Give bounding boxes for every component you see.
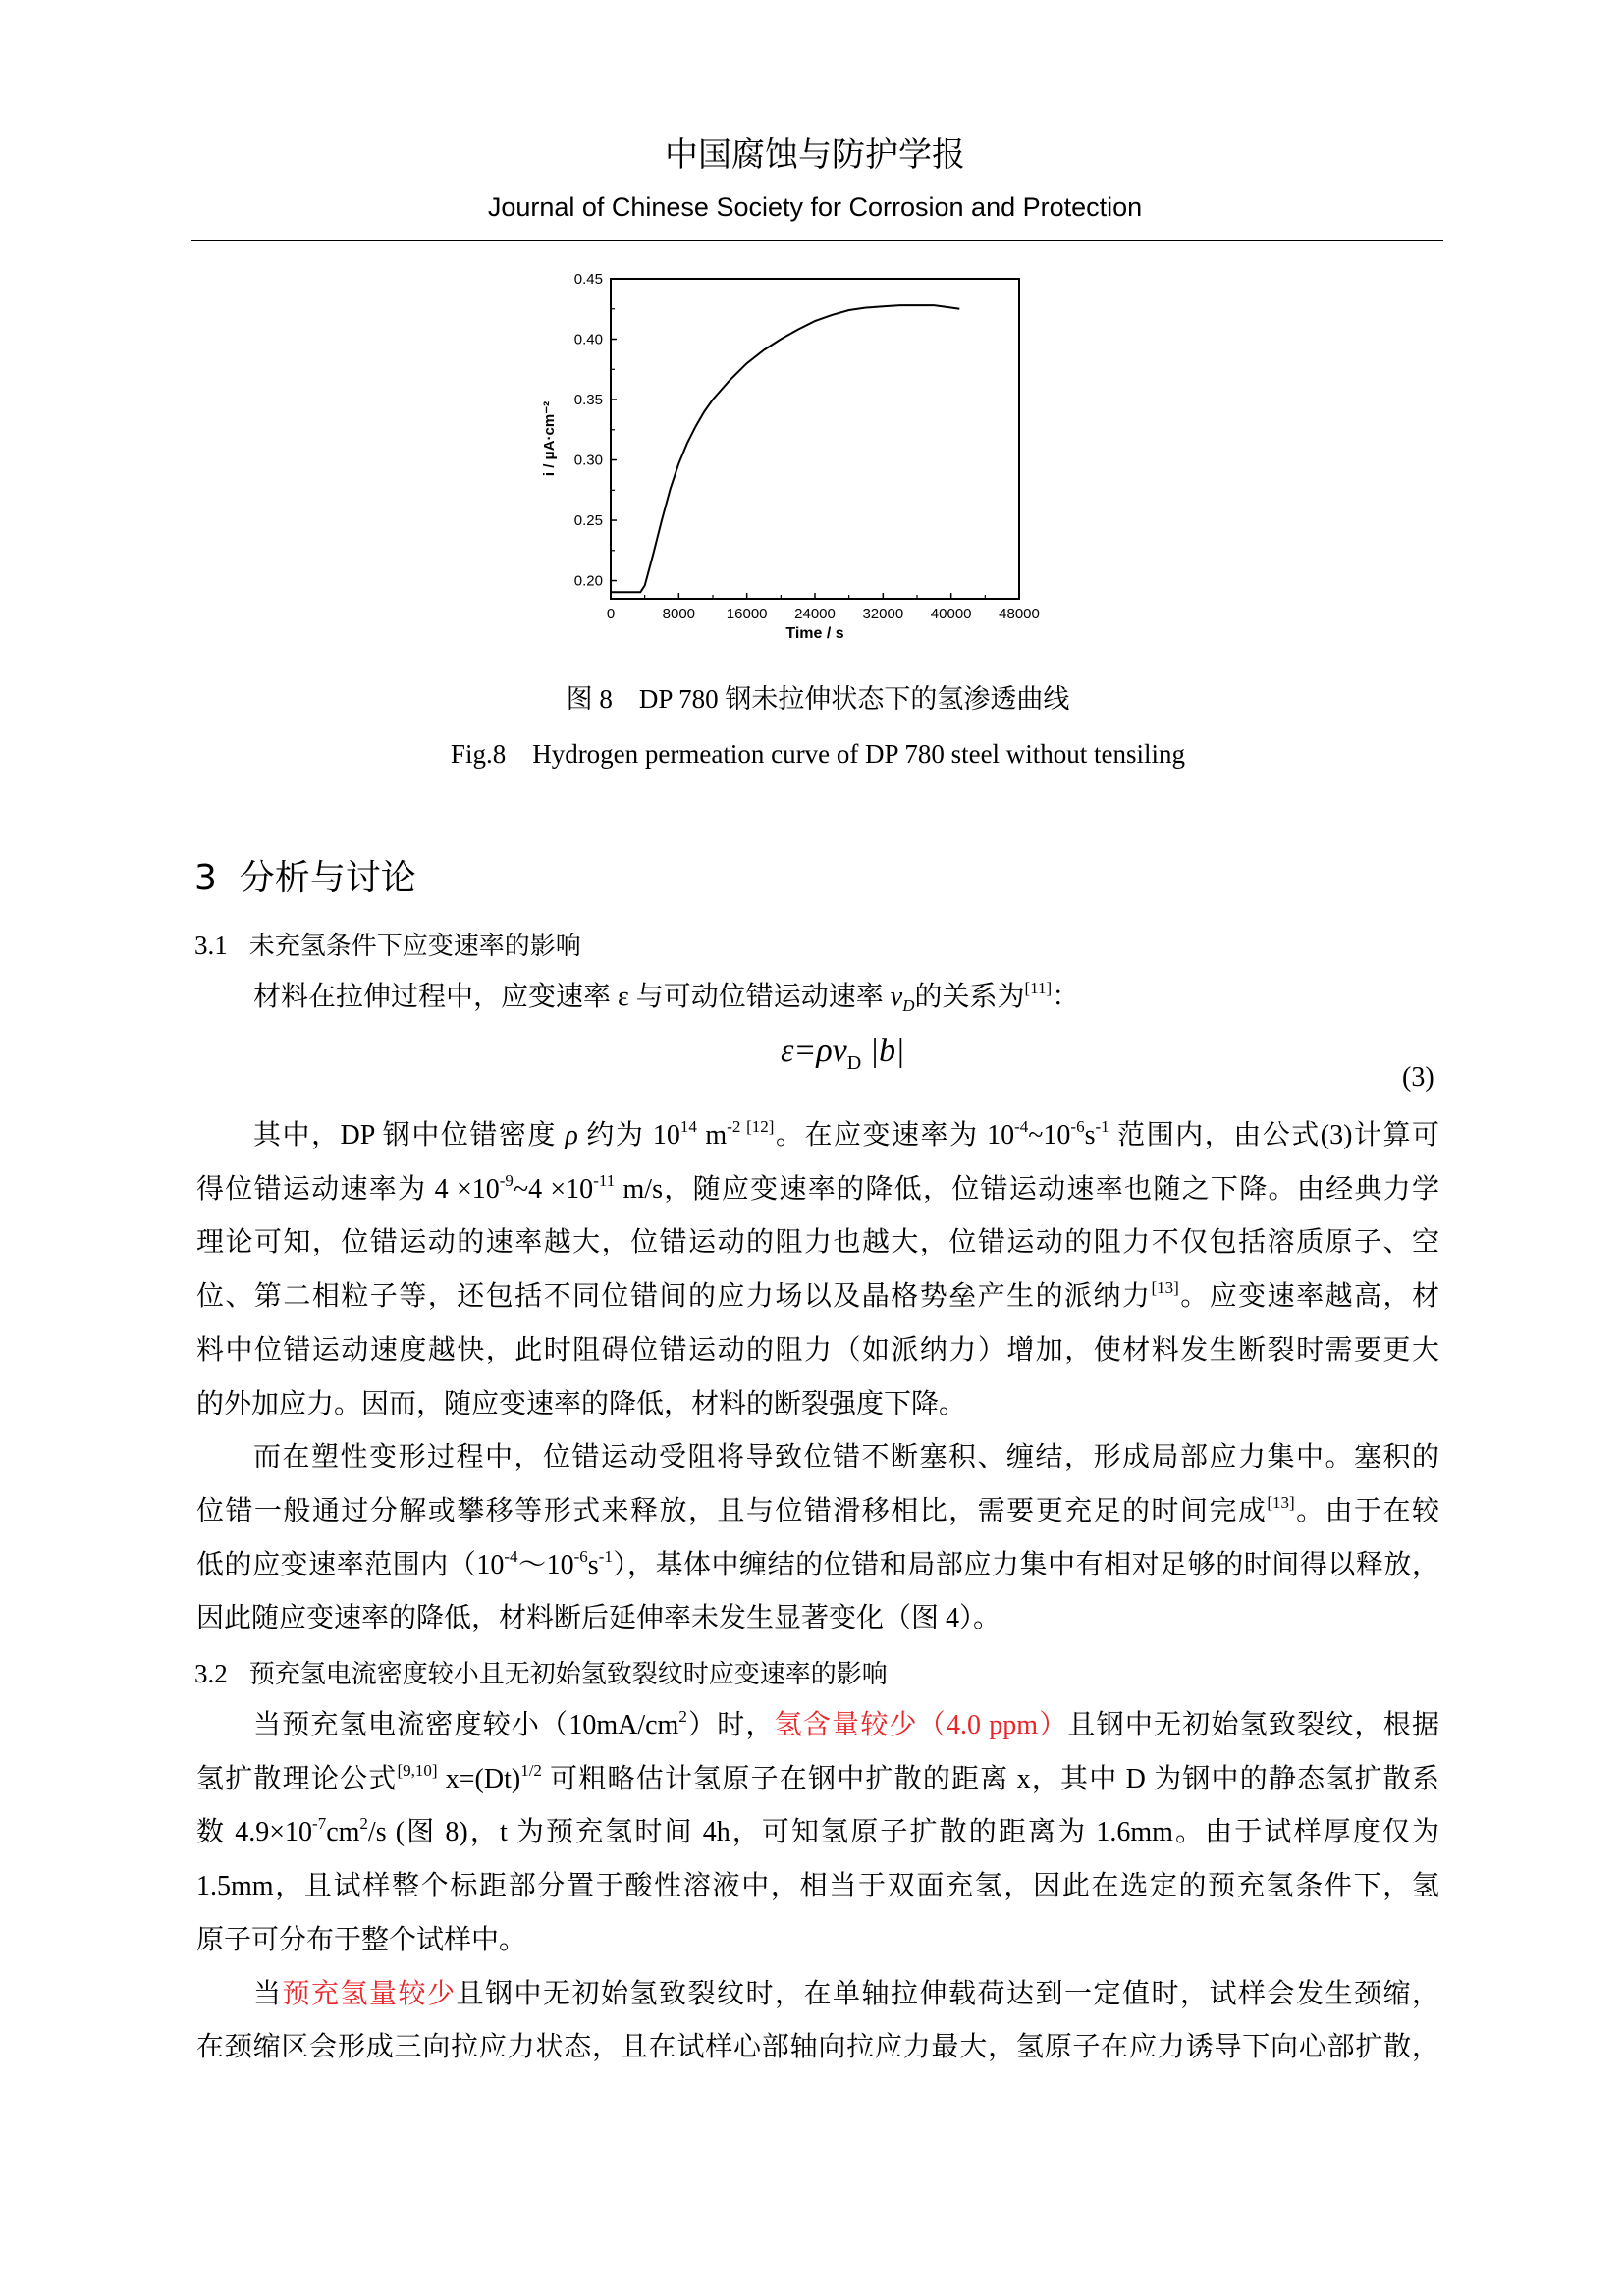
text-run: 理论可知，位错运动的速率越大，位错运动的阻力也越大，位错运动的阻力不仅包括溶质原子、空 — [196, 1227, 1439, 1258]
text-run: ～10 — [517, 1549, 574, 1580]
journal-title-en: Journal of Chinese Society for Corrosion and Protection — [487, 192, 1143, 222]
x-tick-label: 40000 — [930, 606, 972, 622]
text-run: ρ — [565, 1120, 578, 1150]
superscript: -1 — [598, 1546, 613, 1566]
x-tick-label: 0 — [606, 606, 616, 622]
text-line — [196, 1813, 1439, 1852]
y-tick-label: 0.45 — [573, 271, 603, 288]
text-run: /s (图 8)，t 为预充氢时间 4h，可知氢原子扩散的距离为 1.6mm。由于试样厚度仅为 — [367, 1817, 1439, 1848]
text-line — [196, 1599, 1439, 1638]
y-axis-label: i / μA·cm⁻² — [541, 400, 558, 477]
x-tick-label: 16000 — [726, 606, 768, 622]
section-heading — [194, 850, 416, 900]
text-run: 在颈缩区会形成三向拉应力状态，且在试样心部轴向拉应力最大，氢原子在应力诱导下向心部扩散， — [196, 2032, 1439, 2063]
text-run: 当 — [253, 1978, 283, 2009]
text-run: 而在塑性变形过程中，位错运动受阻将导致位错不断塞积、缠结，形成局部应力集中。塞积的 — [253, 1442, 1439, 1473]
superscript: [9,10] — [397, 1760, 438, 1780]
text-line — [196, 1760, 1439, 1799]
text-run: x=(Dt) — [437, 1763, 521, 1794]
text-run: D — [902, 996, 915, 1015]
superscript: 2 — [678, 1707, 687, 1726]
text-run: 位错一般通过分解或攀移等形式来释放，且与位错滑移相比，需要更充足的时间完成 — [196, 1495, 1268, 1526]
journal-title-cn: 中国腐蚀与防护学报 — [665, 135, 965, 175]
subsection-title: 预充氢电流密度较小且无初始氢致裂纹时应变速率的影响 — [248, 1660, 888, 1689]
text-line — [253, 1116, 1439, 1155]
text-run: v — [890, 982, 903, 1012]
superscript: [13] — [1151, 1278, 1179, 1298]
superscript: 14 — [679, 1117, 697, 1136]
superscript: -7 — [312, 1814, 327, 1834]
x-tick-label: 32000 — [862, 606, 904, 622]
x-axis-label: Time / s — [785, 625, 844, 642]
text-line — [253, 1438, 1439, 1477]
text-run: ）时， — [686, 1710, 775, 1740]
text-run: 约为 10 — [577, 1120, 680, 1150]
text-run: 的关系为 — [914, 982, 1025, 1012]
superscript: -9 — [499, 1170, 514, 1190]
subsection-title: 未充氢条件下应变速率的影响 — [248, 932, 581, 961]
text-run: 。由于在较 — [1294, 1495, 1439, 1526]
text-run: 当预充氢电流密度较小（10mA/cm — [253, 1710, 679, 1740]
text-run: 料中位错运动速度越快，此时阻碍位错运动的阻力（如派纳力）增加，使材料发生断裂时需要更大 — [196, 1334, 1439, 1365]
text-line — [196, 1492, 1439, 1531]
superscript: -4 — [504, 1546, 518, 1566]
section-title: 分析与讨论 — [239, 858, 416, 898]
text-line — [196, 1546, 1439, 1585]
text-run: 可粗略估计氢原子在钢中扩散的距离 x，其中 D 为钢中的静态氢扩散系 — [541, 1763, 1439, 1794]
text-line — [253, 1975, 1439, 2014]
x-tick-label: 8000 — [662, 606, 696, 622]
subsection-number: 3.2 — [194, 1659, 228, 1688]
x-tick-label: 24000 — [794, 606, 836, 622]
subsection-heading-3-1 — [194, 926, 581, 962]
text-line — [196, 1385, 1439, 1424]
text-line — [196, 1223, 1439, 1262]
text-run: 且钢中无初始氢致裂纹时，在单轴拉伸载荷达到一定值时，试样会发生颈缩， — [456, 1978, 1439, 2009]
text-line — [253, 1706, 1439, 1745]
text-run: 位、第二相粒子等，还包括不同位错间的应力场以及晶格势垒产生的派纳力 — [196, 1281, 1152, 1312]
text-line — [196, 1921, 1439, 1960]
text-line — [196, 1277, 1439, 1316]
text-run: 的外加应力。因而，随应变速率的降低，材料的断裂强度下降。 — [196, 1388, 967, 1419]
superscript: -2 [12] — [727, 1117, 775, 1136]
text-run: 得位错运动速率为 4 ×10 — [196, 1173, 500, 1204]
superscript: [11] — [1024, 979, 1053, 997]
text-run: s — [587, 1549, 599, 1580]
superscript: 2 — [359, 1814, 368, 1834]
superscript: -4 — [1014, 1117, 1029, 1136]
figure-caption-en: Fig.8 Hydrogen permeation curve of DP 780 steel without tensiling — [450, 739, 1186, 769]
text-line — [196, 2028, 1439, 2067]
equation-number: (3) — [1402, 1062, 1434, 1093]
text-run: ~4 ×10 — [513, 1173, 594, 1204]
figure-caption-cn: 图 8 DP 780 钢未拉伸状态下的氢渗透曲线 — [566, 684, 1070, 714]
equation — [781, 1033, 904, 1075]
text-run: 原子可分布于整个试样中。 — [196, 1924, 527, 1955]
text-line — [196, 1331, 1439, 1370]
text-run: 材料在拉伸过程中，应变速率 ε 与可动位错运动速率 — [253, 982, 891, 1012]
text-run: ），基体中缠结的位错和局部应力集中有相对足够的时间得以释放， — [612, 1549, 1439, 1580]
highlighted-text: 预充氢量较少 — [282, 1978, 457, 2009]
series-line — [611, 305, 959, 592]
superscript: 1/2 — [520, 1760, 542, 1780]
text-run: m/s，随应变速率的降低，位错运动速率也随之下降。由经典力学 — [615, 1173, 1439, 1204]
text-run: 氢扩散理论公式 — [196, 1763, 398, 1794]
text-run: 。在应变速率为 10 — [774, 1120, 1015, 1150]
text-line — [196, 1867, 1439, 1906]
text-run: 其中，DP 钢中位错密度 — [253, 1120, 566, 1150]
equation-rest: |b| — [861, 1033, 905, 1069]
equation-subscript: D — [846, 1051, 862, 1074]
subsection-number: 3.1 — [194, 931, 228, 960]
text-line — [196, 1170, 1439, 1209]
text-run: 。应变速率越高，材 — [1178, 1281, 1439, 1312]
superscript: -1 — [1095, 1117, 1109, 1136]
equation-main: ε=ρv — [781, 1033, 847, 1069]
text-run: 因此随应变速率的降低，材料断后延伸率未发生显著变化（图 4）。 — [196, 1603, 1001, 1634]
plot-frame — [611, 279, 1019, 599]
y-tick-label: 0.40 — [573, 331, 603, 348]
text-run: 低的应变速率范围内（10 — [196, 1549, 505, 1580]
permeation-chart — [530, 257, 1100, 660]
x-tick-label: 48000 — [999, 606, 1040, 622]
text-run: ： — [1052, 982, 1080, 1012]
superscript: -6 — [1070, 1117, 1085, 1136]
superscript: [13] — [1267, 1492, 1295, 1512]
superscript: -6 — [573, 1546, 588, 1566]
text-line — [253, 978, 1439, 1017]
superscript: -11 — [593, 1170, 616, 1190]
text-run: 范围内，由公式(3)计算可 — [1109, 1120, 1439, 1150]
text-run: cm — [326, 1817, 360, 1848]
y-tick-label: 0.25 — [573, 512, 603, 530]
text-run: 数 4.9×10 — [196, 1817, 313, 1848]
text-run: s — [1084, 1120, 1096, 1150]
text-run: 1.5mm，且试样整个标距部分置于酸性溶液中，相当于双面充氢，因此在选定的预充氢条件下，氢 — [196, 1871, 1439, 1902]
header-rule — [191, 240, 1443, 241]
text-run: m — [696, 1120, 728, 1150]
subsection-heading-3-2 — [194, 1654, 888, 1690]
section-number: 3 — [194, 858, 217, 898]
text-run: 且钢中无初始氢致裂纹，根据 — [1067, 1710, 1439, 1740]
y-tick-label: 0.20 — [573, 572, 603, 590]
highlighted-text: 氢含量较少（4.0 ppm） — [774, 1710, 1068, 1740]
text-run: ~10 — [1028, 1120, 1071, 1150]
y-tick-label: 0.35 — [573, 392, 603, 409]
y-tick-label: 0.30 — [573, 452, 603, 469]
